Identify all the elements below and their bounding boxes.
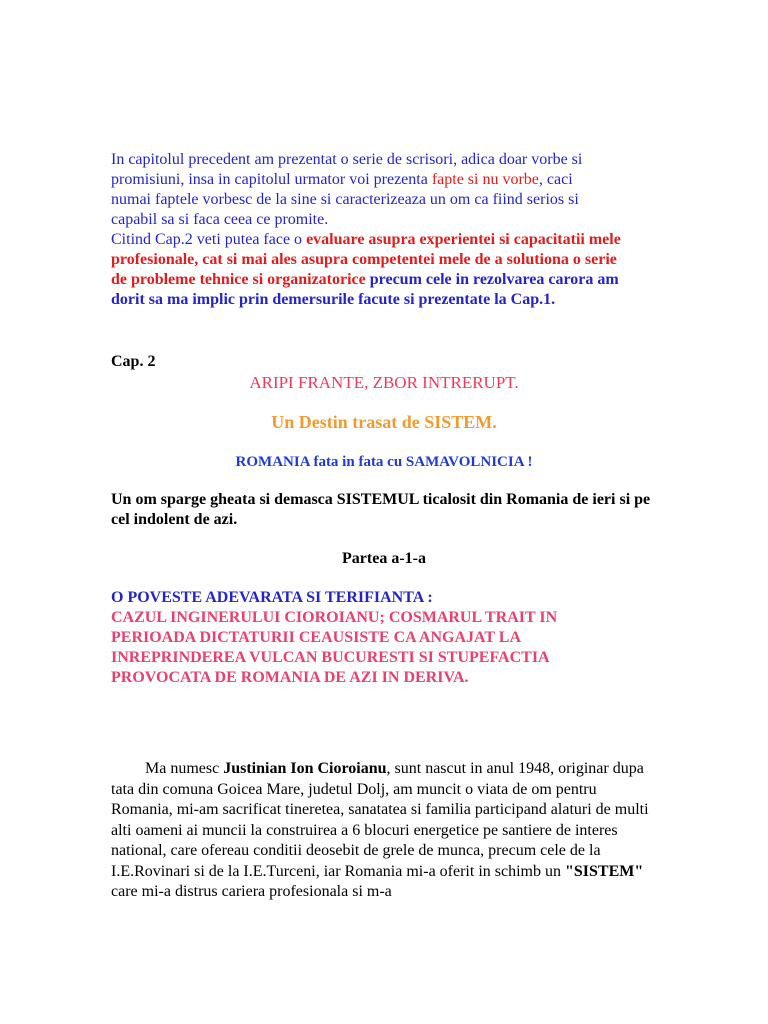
body-paragraph — [111, 759, 659, 903]
intro-line-2a: promisiuni, insa in capitolul urmator voi prezenta — [111, 171, 432, 188]
intro-line-3: numai faptele vorbesc de la sine si caracterizeaza un om ca fiind serios si — [111, 191, 579, 208]
intro-line-2b: , caci — [538, 171, 573, 188]
body-pre-name: Ma numesc — [145, 760, 224, 777]
sistem-word: "SISTEM" — [564, 862, 644, 880]
cap2-intro-paragraph — [111, 230, 636, 310]
title-romania: ROMANIA fata in fata cu SAMAVOLNICIA ! — [235, 454, 533, 470]
part-label: Partea a-1-a — [342, 550, 426, 567]
story-block — [111, 588, 671, 688]
story-heading: O POVESTE ADEVARATA SI TERIFIANTA : — [111, 589, 433, 606]
cap-label: Cap. 2 — [111, 353, 156, 370]
story-line-2: PERIOADA DICTATURII CEAUSISTE CA ANGAJAT LA — [111, 629, 522, 646]
intro-line-4: capabil sa si faca ceea ce promite. — [111, 211, 329, 228]
story-line-3: INREPRINDEREA VULCAN BUCURESTI SI STUPEFACTIA — [111, 649, 550, 666]
tagline: Un om sparge gheata si demasca SISTEMUL ticalosit din Romania de ieri si pe cel indolent de azi. — [111, 491, 651, 528]
story-line-4: PROVOCATA DE ROMANIA DE AZI IN DERIVA. — [111, 669, 469, 686]
title-destin: Un Destin trasat de SISTEM. — [271, 412, 497, 432]
intro-red-phrase: fapte si nu vorbe — [431, 171, 539, 188]
story-line-1: CAZUL INGINERULUI CIOROIANU; COSMARUL TRAIT IN — [111, 609, 558, 626]
cap2-intro-red: evaluare asupra experientei si capacitatii mele profesionale, cat si mai ales asupra competentei mele de a solutiona o serie de probleme tehnice si organizatorice — [111, 231, 621, 288]
title-aripi-frante: ARIPI FRANTE, ZBOR INTRERUPT. — [249, 373, 519, 392]
intro-line-1: In capitolul precedent am prezentat o serie de scrisori, adica doar vorbe si — [111, 151, 583, 168]
cap2-intro-blue: precum cele in rezolvarea carora am dorit sa ma implic prin demersurile facute si prezentate la Cap.1. — [111, 271, 619, 308]
cap2-intro-start: Citind Cap.2 veti putea face o — [111, 231, 307, 248]
intro-paragraph — [111, 150, 671, 230]
body-text: , sunt nascut in anul 1948, originar dupa tata din comuna Goicea Mare, judetul Dolj, am muncit o viata de om pentru Romania, mi-am sacrificat tineretea, sanatatea si familia participand alaturi de multi alti oameni ai muncii la construirea a 6 blocuri energetice pe santiere de interes national, care ofereau conditii deosebit de grele de munca, precum cele de la I.E.Rovinari si de la I.E.Turceni, iar Romania mi-a oferit in schimb un — [111, 760, 649, 880]
body-end: care mi-a distrus cariera profesionala si m-a — [111, 883, 392, 900]
author-name: Justinian Ion Cioroianu — [223, 760, 387, 777]
